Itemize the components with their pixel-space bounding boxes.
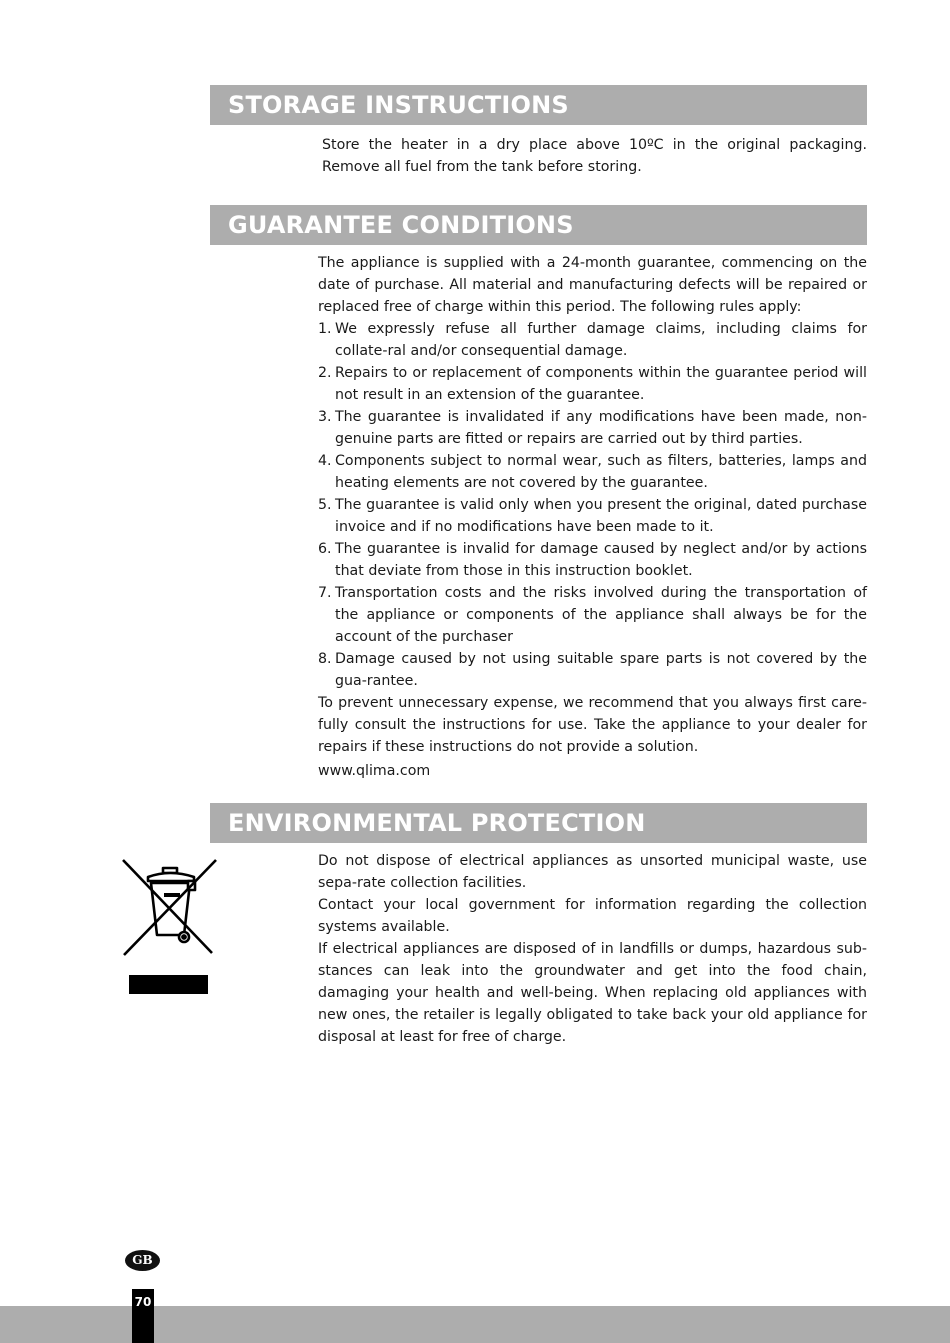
list-item: 4. Components subject to normal wear, such as filters, batteries, lamps and heating elements are not covered by the guarantee.: [318, 453, 867, 491]
list-item: 6. The guarantee is invalid for damage caused by neglect and/or by actions that deviate from those in this instruction booklet.: [318, 541, 867, 579]
storage-text: Store the heater in a dry place above 10ºC in the original packaging. Remove all fuel from the tank before storing.: [322, 137, 867, 175]
environment-paragraph: If electrical appliances are disposed of in landfills or dumps, hazardous sub-stances can leak into the groundwater and get into the food chain, damaging your health and well-being. When replacing old appliances with new ones, the retailer is legally obligated to take back your old appliance for disposal at least for free of charge.: [318, 941, 867, 1045]
environment-paragraph: Do not dispose of electrical appliances as unsorted municipal waste, use sepa-rate collection facilities.: [318, 853, 867, 891]
storage-heading: STORAGE INSTRUCTIONS: [210, 85, 867, 125]
list-item: 2. Repairs to or replacement of components within the guarantee period will not result in an extension of the guarantee.: [318, 365, 867, 403]
guarantee-intro: The appliance is supplied with a 24-month guarantee, commencing on the date of purchase. All material and manufacturing defects will be repaired or replaced free of charge within this period. The following rules apply:: [318, 255, 867, 315]
storage-text-block: [322, 134, 867, 178]
page-number: 70: [132, 1289, 154, 1343]
guarantee-text-block: [318, 252, 867, 782]
list-item: 3. The guarantee is invalidated if any modifications have been made, non-genuine parts are fitted or repairs are carried out by third parties.: [318, 409, 867, 447]
list-item: 7. Transportation costs and the risks involved during the transportation of the appliance or components of the appliance shall always be for the account of the purchaser: [318, 585, 867, 645]
crossed-out-wheelie-bin-icon: [118, 855, 220, 1000]
guarantee-website: www.qlima.com: [318, 763, 431, 779]
environment-paragraph: Contact your local government for information regarding the collection systems available.: [318, 897, 867, 935]
guarantee-closing: To prevent unnecessary expense, we recommend that you always first care-fully consult the instructions for use. Take the appliance to your dealer for repairs if these instructions do not provide a solution.: [318, 695, 867, 755]
list-item: 8. Damage caused by not using suitable spare parts is not covered by the gua-rantee.: [318, 651, 867, 689]
environment-heading: ENVIRONMENTAL PROTECTION: [210, 803, 867, 843]
guarantee-heading: GUARANTEE CONDITIONS: [210, 205, 867, 245]
list-item: 5. The guarantee is valid only when you present the original, dated purchase invoice and if no modifications have been made to it.: [318, 497, 867, 535]
list-item: 1. We expressly refuse all further damage claims, including claims for collate-ral and/or consequential damage.: [318, 321, 867, 359]
environment-text-block: [318, 850, 867, 1048]
guarantee-rules-list: [318, 318, 867, 692]
language-badge: GB: [125, 1250, 160, 1271]
